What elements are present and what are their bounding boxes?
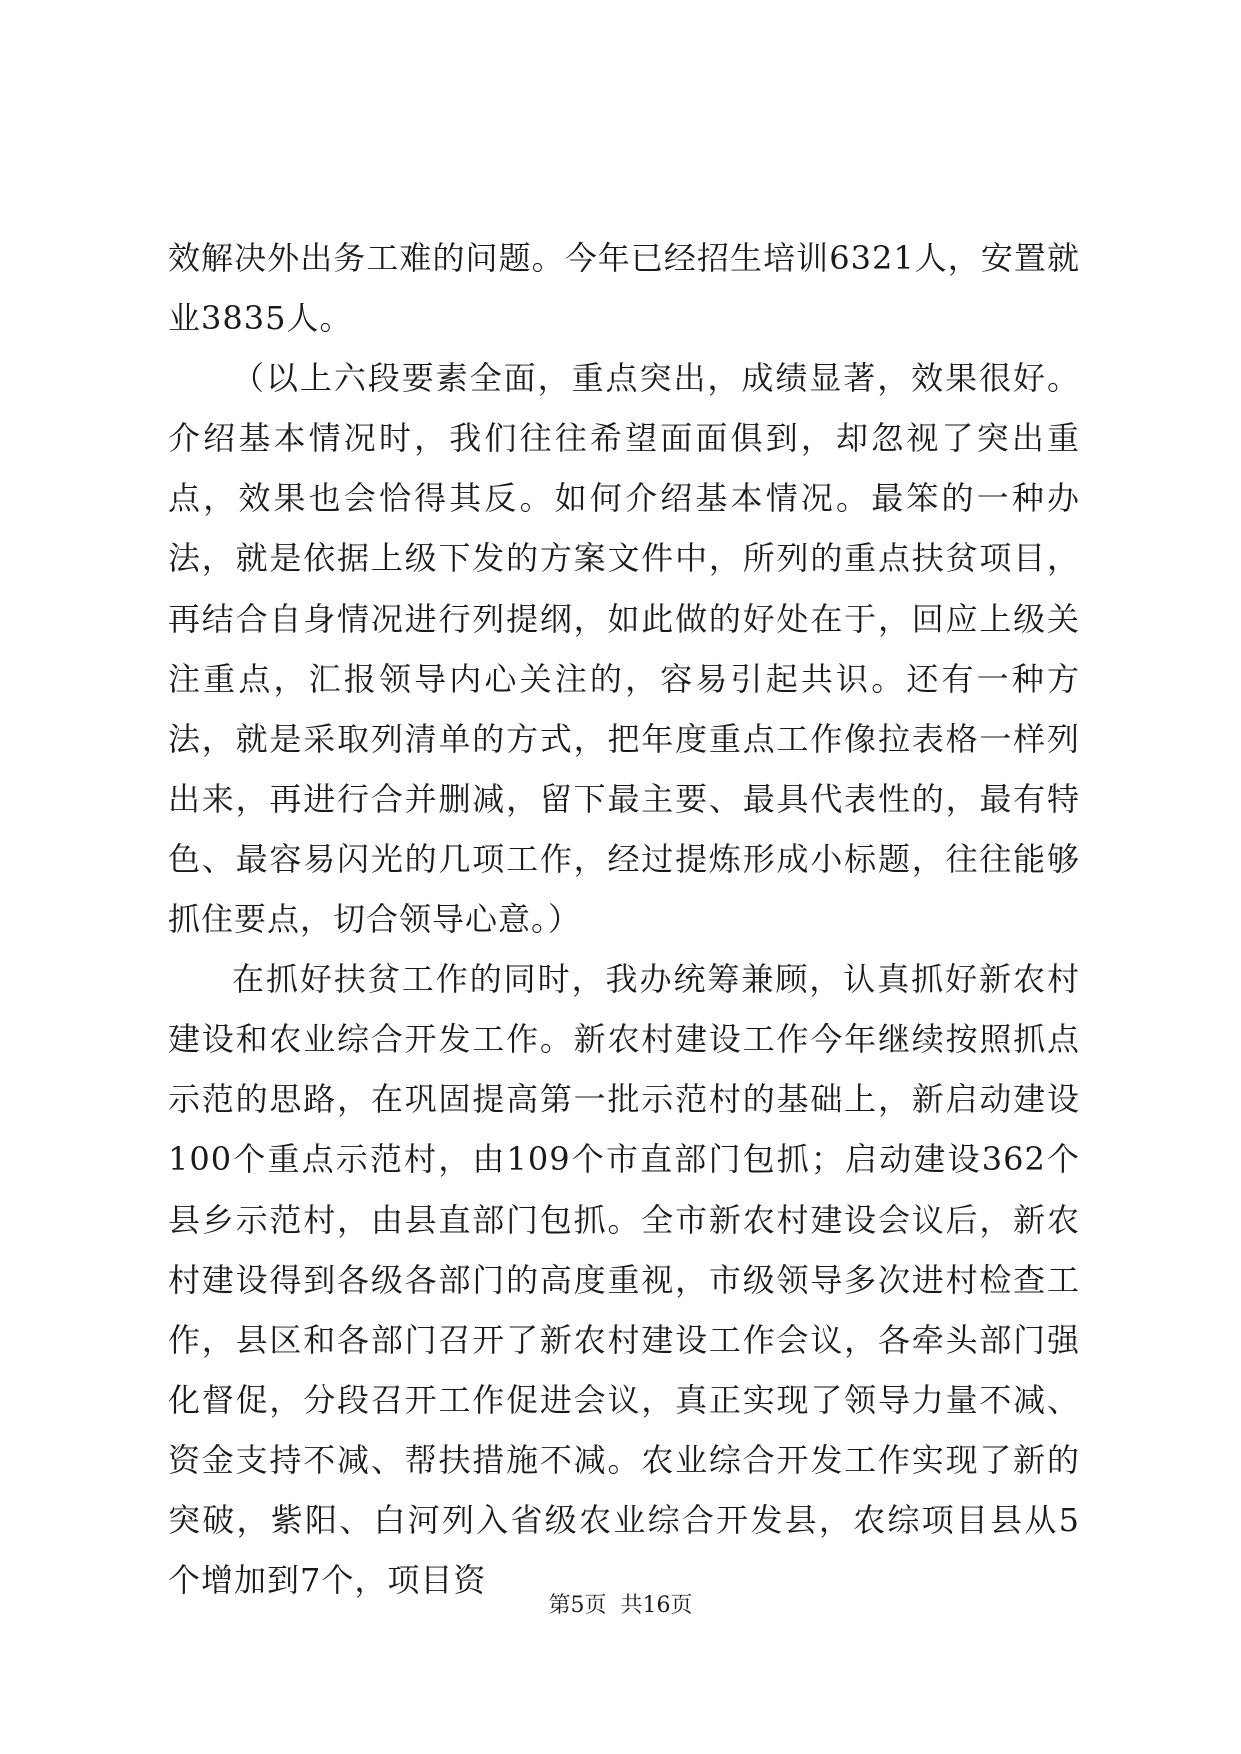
paragraph-new-rural-construction: 在抓好扶贫工作的同时，我办统筹兼顾，认真抓好新农村建设和农业综合开发工作。新农村建设工作今年继续按照抓点示范的思路，在巩固提高第一批示范村的基础上，新启动建设100个重点示范村，由109个市直部门包抓；启动建设362个县乡示范村，由县直部门包抓。全市新农村建设会议后，新农村建设得到各级各部门的高度重视，市级领导多次进村检查工作，县区和各部门召开了新农村建设工作会议，各牵头部门强化督促，分段召开工作促进会议，真正实现了领导力量不减、资金支持不减、帮扶措施不减。农业综合开发工作实现了新的突破，紫阳、白河列入省级农业综合开发县，农综项目县从5个增加到7个，项目资 [168, 960, 1080, 1600]
page-footer [0, 1588, 1241, 1619]
paragraph-continued: 效解决外出务工难的问题。今年已经招生培训6321人，安置就业3835人。 [168, 239, 1080, 338]
body-text [168, 228, 1080, 1610]
paragraph-commentary: （以上六段要素全面，重点突出，成绩显著，效果很好。介绍基本情况时，我们往往希望面面俱到，却忽视了突出重点，效果也会恰得其反。如何介绍基本情况。最笨的一种办法，就是依据上级下发的方案文件中，所列的重点扶贫项目，再结合自身情况进行列提纲，如此做的好处在于，回应上级关注重点，汇报领导内心关注的，容易引起共识。还有一种方法，就是采取列清单的方式，把年度重点工作像拉表格一样列出来，再进行合并删减，留下最主要、最具代表性的，最有特色、最容易闪光的几项工作，经过提炼形成小标题，往往能够抓住要点，切合领导心意。） [168, 359, 1080, 939]
page-number: 第5页 共16页 [548, 1593, 693, 1618]
